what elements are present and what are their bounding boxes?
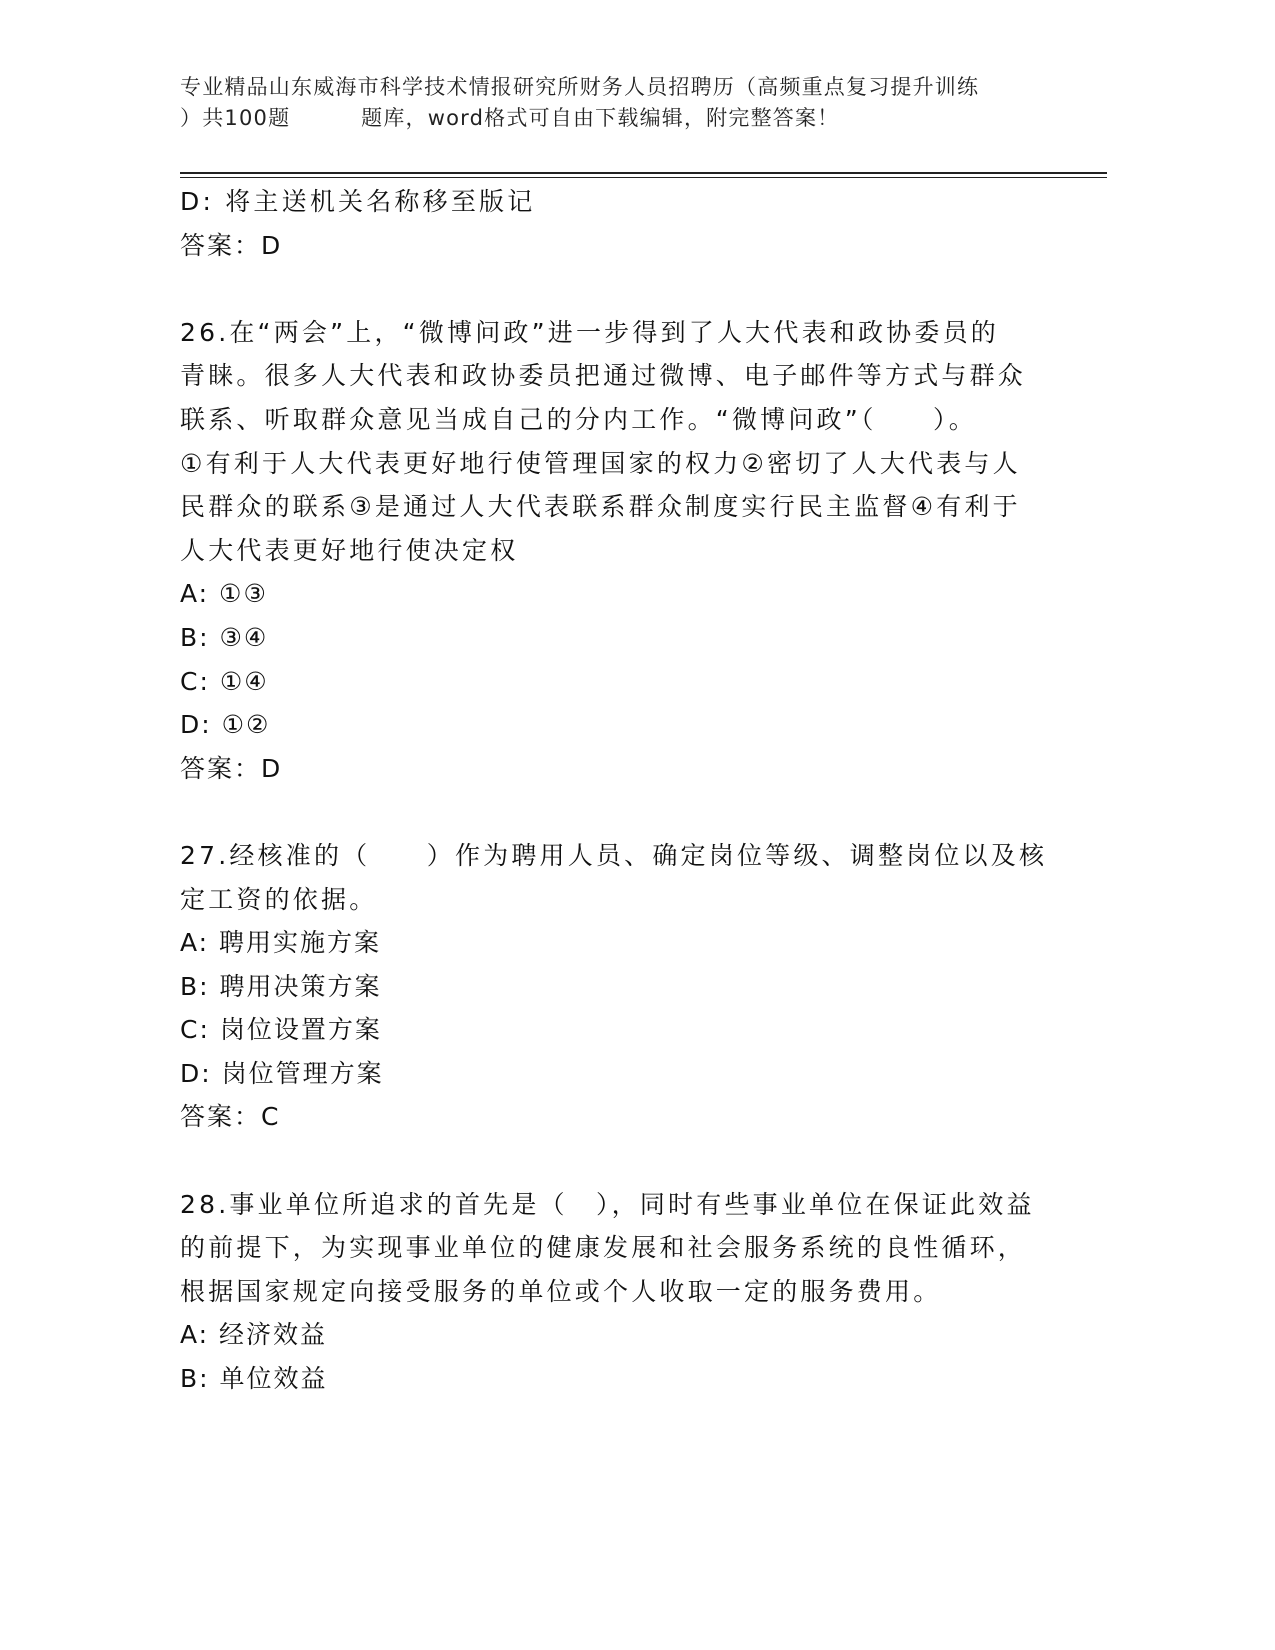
- question-26-line-5: 民群众的联系③是通过人大代表联系群众制度实行民主监督④有利于: [180, 492, 1021, 522]
- question-26-line-3: 联系、听取群众意见当成自己的分内工作。“微博问政”（ ）。: [180, 404, 977, 434]
- question-28-option-a: A: 经济效益: [180, 1320, 328, 1350]
- header-divider: [180, 172, 1107, 178]
- question-27: [180, 834, 1050, 1139]
- question-27-line-1: 27.经核准的（ ）作为聘用人员、确定岗位等级、调整岗位以及核: [180, 840, 1048, 870]
- spacer: [180, 267, 1050, 311]
- header-title-line-1: 专业精品山东威海市科学技术情报研究所财务人员招聘历（高频重点复习提升训练: [180, 75, 980, 99]
- question-27-answer: 答案：C: [180, 1102, 281, 1132]
- question-27-line-2: 定工资的依据。: [180, 884, 378, 914]
- question-26-line-6: 人大代表更好地行使决定权: [180, 535, 519, 565]
- question-26-line-4: ①有利于人大代表更好地行使管理国家的权力②密切了人大代表与人: [180, 448, 1021, 478]
- question-26-option-c: C: ①④: [180, 666, 269, 696]
- question-27-option-a: A: 聘用实施方案: [180, 928, 382, 958]
- header-title-line-2: ）共100题 题库，word格式可自由下载编辑，附完整答案！: [180, 106, 840, 130]
- question-26-option-a: A: ①③: [180, 579, 268, 609]
- page-header: [180, 72, 1100, 134]
- question-27-option-d: D: 岗位管理方案: [180, 1058, 384, 1088]
- question-26-line-2: 青睐。很多人大代表和政协委员把通过微博、电子邮件等方式与群众: [180, 361, 1027, 391]
- question-28-line-1: 28.事业单位所追求的首先是（ ），同时有些事业单位在保证此效益: [180, 1189, 1035, 1219]
- question-26-answer: 答案：D: [180, 753, 283, 783]
- question-26-option-d: D: ①②: [180, 710, 271, 740]
- document-body: [180, 180, 1050, 1401]
- question-27-option-c: C: 岗位设置方案: [180, 1015, 382, 1045]
- prev-option-d: D: 将主送机关名称移至版记: [180, 187, 536, 216]
- spacer: [180, 1139, 1050, 1183]
- question-26-line-1: 26.在“两会”上，“微博问政”进一步得到了人大代表和政协委员的: [180, 317, 999, 347]
- question-27-option-b: B: 聘用决策方案: [180, 971, 382, 1001]
- spacer: [180, 790, 1050, 834]
- question-28-line-3: 根据国家规定向接受服务的单位或个人收取一定的服务费用。: [180, 1276, 942, 1306]
- question-26-option-b: B: ③④: [180, 622, 269, 652]
- question-28-option-b: B: 单位效益: [180, 1364, 328, 1394]
- prev-answer: 答案：D: [180, 230, 283, 260]
- question-28: [180, 1183, 1050, 1401]
- question-28-line-2: 的前提下，为实现事业单位的健康发展和社会服务系统的良性循环，: [180, 1233, 1027, 1263]
- question-26: [180, 311, 1050, 791]
